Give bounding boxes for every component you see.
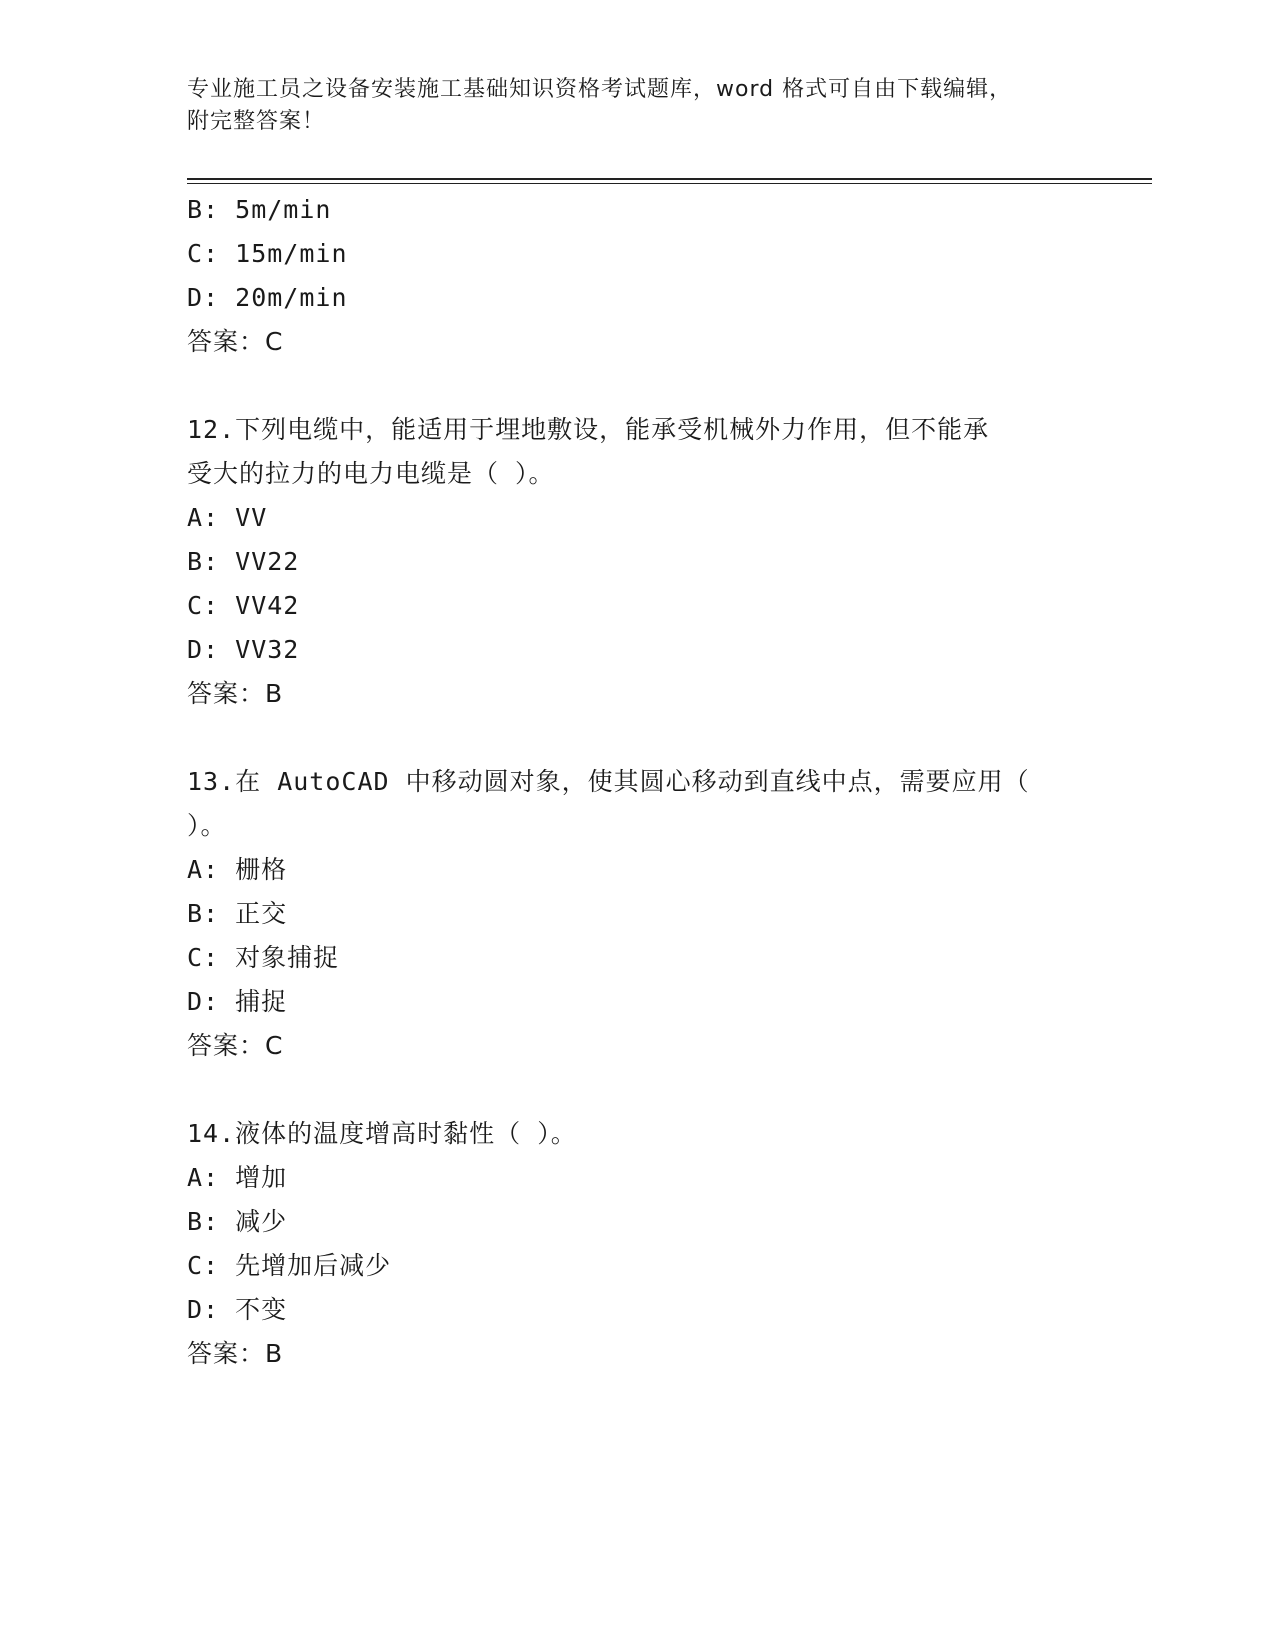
header-divider-thin bbox=[187, 183, 1152, 184]
question-14-option-a: A: 增加 bbox=[187, 1163, 288, 1192]
question-12-option-a: A: VV bbox=[187, 503, 268, 532]
question-13-answer: 答案：C bbox=[187, 1031, 284, 1060]
question-12-stem-line-1: 12.下列电缆中，能适用于埋地敷设，能承受机械外力作用，但不能承 bbox=[187, 415, 990, 444]
question-14-option-d: D: 不变 bbox=[187, 1295, 288, 1324]
option-d: D: 20m/min bbox=[187, 283, 348, 312]
question-13-option-c: C: 对象捕捉 bbox=[187, 943, 340, 972]
question-13-stem-line-2: ）。 bbox=[187, 811, 227, 840]
header-divider bbox=[187, 178, 1152, 180]
option-b: B: 5m/min bbox=[187, 195, 332, 224]
question-13-option-a: A: 栅格 bbox=[187, 855, 288, 884]
answer-line: 答案：C bbox=[187, 327, 284, 356]
document-header bbox=[187, 74, 1087, 138]
header-line-1: 专业施工员之设备安装施工基础知识资格考试题库，word 格式可自由下载编辑， bbox=[187, 77, 1013, 102]
option-c: C: 15m/min bbox=[187, 239, 348, 268]
question-13-option-b: B: 正交 bbox=[187, 899, 288, 928]
question-14-option-b: B: 减少 bbox=[187, 1207, 288, 1236]
question-12-answer: 答案：B bbox=[187, 679, 284, 708]
question-13-option-d: D: 捕捉 bbox=[187, 987, 288, 1016]
question-12-stem-line-2: 受大的拉力的电力电缆是（ ）。 bbox=[187, 459, 555, 488]
question-14-option-c: C: 先增加后减少 bbox=[187, 1251, 392, 1280]
question-14-answer: 答案：B bbox=[187, 1339, 284, 1368]
question-12-option-c: C: VV42 bbox=[187, 591, 300, 620]
question-12-option-b: B: VV22 bbox=[187, 547, 300, 576]
question-12-option-d: D: VV32 bbox=[187, 635, 300, 664]
question-13-stem-line-1: 13.在 AutoCAD 中移动圆对象，使其圆心移动到直线中点，需要应用（ bbox=[187, 767, 1030, 796]
header-line-2: 附完整答案！ bbox=[187, 109, 326, 134]
question-14-stem-line-1: 14.液体的温度增高时黏性（ ）。 bbox=[187, 1119, 577, 1148]
